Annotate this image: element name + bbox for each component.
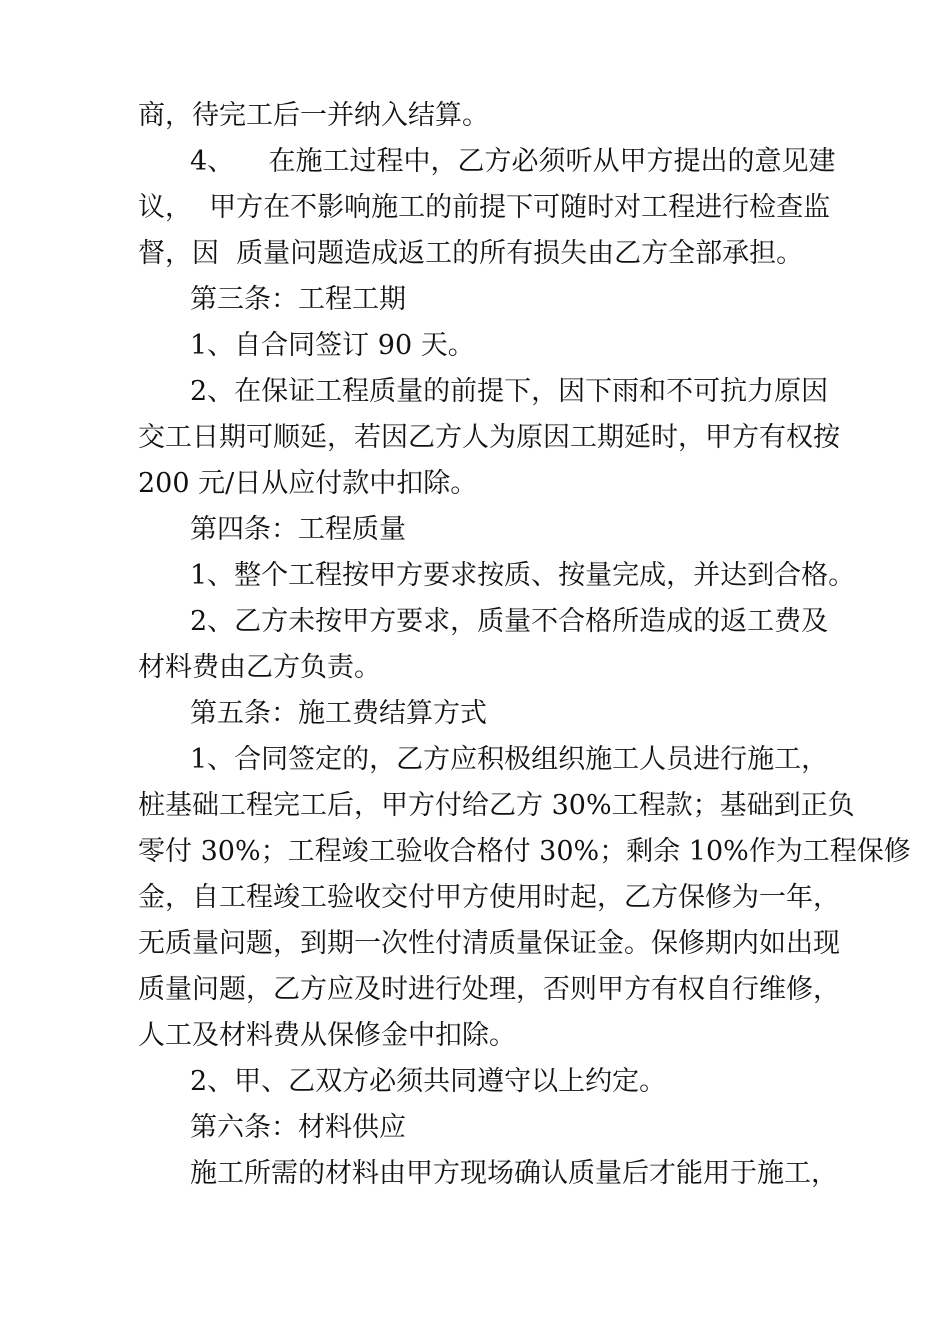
text-line-2: 4、 在施工过程中，乙方必须听从甲方提出的意见建 — [190, 146, 836, 177]
text-line-15: 1、合同签定的，乙方应积极组织施工人员进行施工， — [190, 744, 829, 775]
text-line-8: 交工日期可顺延，若因乙方人为原因工期延时，甲方有权按 — [138, 422, 840, 453]
text-line-13: 材料费由乙方负责。 — [138, 652, 381, 683]
text-line-6: 1、自合同签订 90 天。 — [190, 330, 475, 361]
text-line-7: 2、在保证工程质量的前提下，因下雨和不可抗力原因 — [190, 376, 829, 407]
text-line-18: 金，自工程竣工验收交付甲方使用时起，乙方保修为一年， — [138, 882, 840, 913]
text-line-12: 2、乙方未按甲方要求，质量不合格所造成的返工费及 — [190, 606, 829, 637]
text-line-3: 议， 甲方在不影响施工的前提下可随时对工程进行检查监 — [138, 192, 831, 223]
text-line-11: 1、整个工程按甲方要求按质、按量完成，并达到合格。 — [190, 560, 856, 591]
text-line-21: 人工及材料费从保修金中扣除。 — [138, 1020, 516, 1051]
section-heading-6: 第六条：材料供应 — [190, 1112, 406, 1143]
text-line-1: 商，待完工后一并纳入结算。 — [138, 100, 489, 131]
text-line-9: 200 元/日从应付款中扣除。 — [138, 468, 478, 499]
text-line-24: 施工所需的材料由甲方现场确认质量后才能用于施工， — [190, 1158, 838, 1189]
text-line-4: 督，因 质量问题造成返工的所有损失由乙方全部承担。 — [138, 238, 804, 269]
text-line-16: 桩基础工程完工后，甲方付给乙方 30%工程款；基础到正负 — [138, 790, 855, 821]
text-line-22: 2、甲、乙双方必须共同遵守以上约定。 — [190, 1066, 667, 1097]
section-heading-3: 第三条：工程工期 — [190, 284, 406, 315]
text-line-20: 质量问题，乙方应及时进行处理，否则甲方有权自行维修， — [138, 974, 840, 1005]
text-line-17: 零付 30%；工程竣工验收合格付 30%；剩余 10%作为工程保修 — [138, 836, 911, 867]
section-heading-5: 第五条：施工费结算方式 — [190, 698, 487, 729]
section-heading-4: 第四条：工程质量 — [190, 514, 406, 545]
text-line-19: 无质量问题，到期一次性付清质量保证金。保修期内如出现 — [138, 928, 840, 959]
